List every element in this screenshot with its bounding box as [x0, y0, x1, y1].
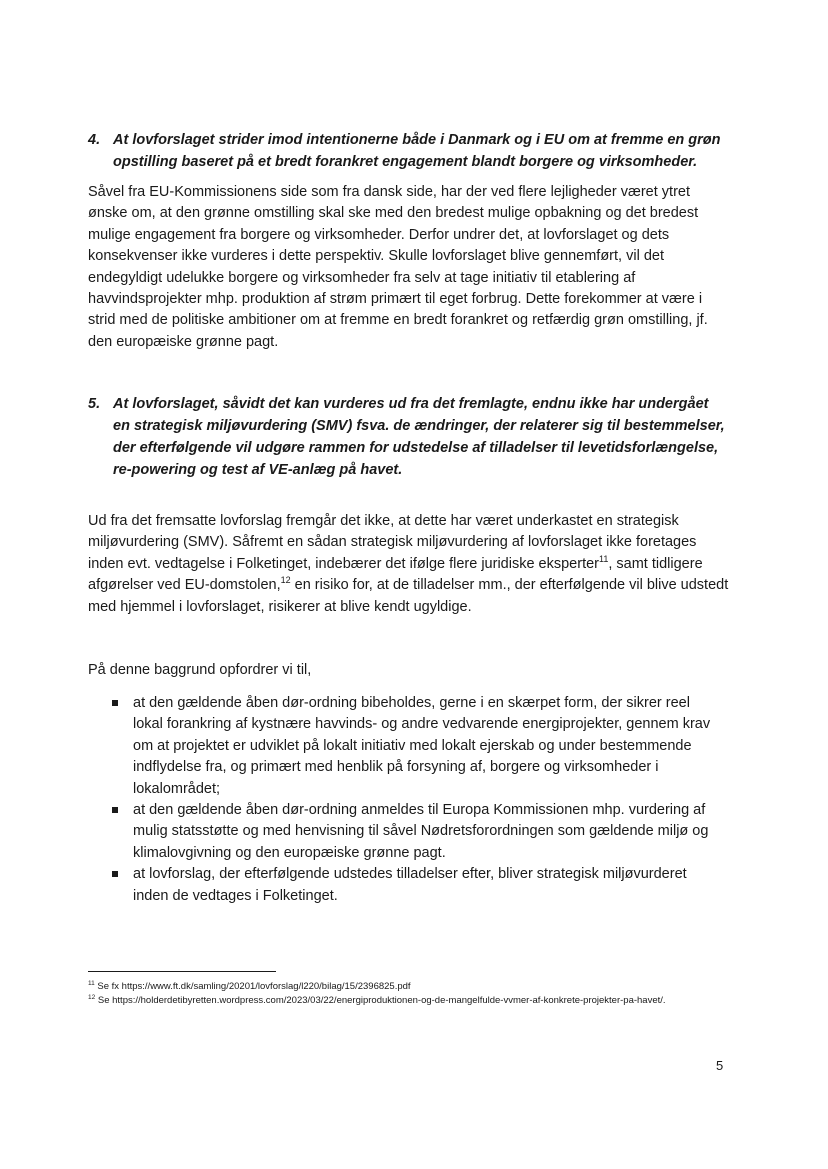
- section-4-body: Såvel fra EU-Kommissionens side som fra dansk side, har der ved flere lejligheder været ytret ønske om, at den grønne omstilling skal ske med den bredest mulige opbakning og det bredest mulige engagement fra borgere og virksomheder. Derfor undrer det, at lovforslaget og dets konsekvenser ikke vurderes i dette perspektiv. Skulle lovforslaget blive gennemført, vil det endegyldigt udelukke borgere og virksomheder fra selv at tage initiativ til etablering af havvindsprojekter mhp. produktion af strøm primært til eget forbrug. Dette forekommer at være i strid med de politiske ambitioner om at fremme en bredt forankret og retfærdig grøn omstilling, jf. den europæiske grønne pagt.: [88, 184, 708, 350]
- list-item: [100, 693, 720, 800]
- list-item-text: at lovforslag, der efterfølgende udstedes tilladelser efter, bliver strategisk miljøvurderet inden de vedtages i Folketinget.: [133, 866, 687, 904]
- section-heading-text: At lovforslaget strider imod intentionerne både i Danmark og i EU om at fremme en grøn opstilling baseret på et bredt forankret engagement blandt borgere og virksomheder.: [113, 132, 721, 170]
- footnote-ref: 11: [599, 553, 609, 564]
- section-number: 4.: [88, 132, 101, 148]
- list-item-text: at den gældende åben dør-ordning anmeldes til Europa Kommissionen mhp. vurdering af mulig statsstøtte og med henvisning til såvel Nødretsforordningen som gældende miljø og klimalovgivning og den europæiske grønne pagt.: [133, 802, 709, 861]
- section-5-heading: [88, 393, 728, 481]
- list-item: [100, 800, 720, 864]
- body-text: en risiko for, at de tilladelser mm., der efterfølgende vil blive udstedt med hjemmel i lovforslaget, risikerer at blive kendt ugyldige.: [88, 577, 729, 615]
- bullet-square-icon: [112, 700, 118, 706]
- recommendations-intro: På denne baggrund opfordrer vi til,: [88, 662, 312, 678]
- footnote-text: Se fx https://www.ft.dk/samling/20201/lovforslag/l220/bilag/15/2396825.pdf: [97, 981, 411, 992]
- footnotes: [88, 980, 728, 1008]
- bullet-square-icon: [112, 871, 118, 877]
- footnote-number: 11: [88, 979, 95, 987]
- body-text: , samt tidligere afgørelser ved EU-domstolen,: [88, 555, 703, 594]
- section-heading-text: At lovforslaget, såvidt det kan vurderes ud fra det fremlagte, endnu ikke har undergået en strategisk miljøvurdering (SMV) fsva. de ændringer, der relaterer sig til bestemmelser, der efterfølgende vil udgøre rammen for udstedelse af tilladelser til levetidsforlængelse, re-powering og test af VE-anlæg på havet.: [113, 396, 725, 478]
- footnote-number: 12: [88, 993, 96, 1001]
- section-5-body: [88, 511, 733, 618]
- footnote: [88, 994, 728, 1008]
- section-number: 5.: [88, 396, 101, 412]
- page-number: 5: [716, 1058, 724, 1073]
- bullet-square-icon: [112, 807, 118, 813]
- footnote: [88, 980, 728, 994]
- section-4-heading: [88, 129, 728, 173]
- recommendations-list: [100, 693, 720, 907]
- footnote-ref: 12: [280, 575, 291, 586]
- list-item: [100, 864, 720, 907]
- body-text: Ud fra det fremsatte lovforslag fremgår det ikke, at dette har været underkastet en strategisk miljøvurdering (SMV). Såfremt en sådan strategisk miljøvurdering af lovforslaget ikke foretages inden evt. vedtagelse i Folketinget, indebærer det ifølge flere juridiske eksperter: [88, 513, 697, 572]
- footnote-text: Se https://holderdetibyretten.wordpress.com/2023/03/22/energiproduktionen-og-de-mangelfulde-vvmer-af-konkrete-projekter-pa-havet/.: [97, 995, 666, 1006]
- footnote-divider: [88, 971, 276, 972]
- list-item-text: at den gældende åben dør-ordning bibeholdes, gerne i en skærpet form, der sikrer reel lokal forankring af kystnære havvinds- og andre vedvarende energiprojekter, gennem krav om at projektet er udviklet på lokalt initiativ med lokalt ejerskab og under bestemmende indflydelse fra, og primært med henblik på forsyning af, borgere og virksomheder i lokalområdet;: [133, 695, 711, 797]
